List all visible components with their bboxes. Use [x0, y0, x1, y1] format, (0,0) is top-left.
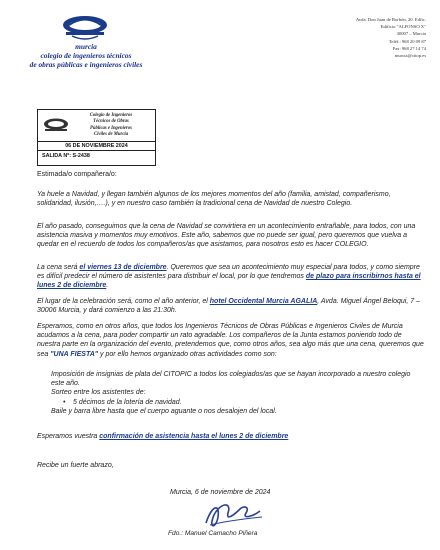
- activity-item: Baile y barra libre hasta que el cuerpo aguante o nos desalojen del local.: [51, 407, 277, 415]
- signer-name: Fdo.: Manuel Camacho Piñera: [168, 530, 258, 537]
- paragraph-2: [37, 222, 425, 250]
- divider: [38, 150, 155, 151]
- paragraph-text: El año pasado, conseguimos que la cena de Navidad se convirtiera en un acontecimiento entrañable, para todos, con una asistencia masiva y momentos muy emotivos. Este año, sabemos que no puede ser igual, pero queremos que vuelva a quedar en el recuerdo de todos los compañeros/as que asistamos, para nosotros esto es hacer COLEGIO.: [37, 223, 416, 249]
- paragraph-5: [37, 322, 425, 359]
- closing: Recibe un fuerte abrazo,: [37, 462, 114, 469]
- confirmation-highlight: confirmación de asistencia hasta el lunes 2 de diciembre: [99, 433, 289, 440]
- org-title-line1: colegio de ingenieros técnicos: [40, 51, 132, 60]
- venue-highlight: hotel Occidental Murcia AGALIA: [209, 298, 318, 305]
- text: La cena será: [37, 264, 80, 271]
- org-city: murcia: [75, 42, 97, 51]
- text: , Avda. Miguel Ángel Beloqui, 7 – 30006 Murcia, y dará comienzo a las 21:30h.: [37, 298, 420, 315]
- activity-item: Imposición de insignias de plata del CITOPIC a todos los colegiados/as que se hayan incorporado a nuestro colegio este año.: [51, 371, 411, 388]
- paragraph-text: Ya huele a Navidad, y llegan también algunos de los mejores momentos del año (familia, amistad, compañerismo, solidaridad, ilusión,….), y en nuestro caso también la tradicional cena de Navidad de nuestro Colegio.: [37, 191, 391, 208]
- address-line: 30007 – Murcia: [396, 31, 426, 37]
- paragraph-6: [37, 432, 425, 441]
- activities-list: [37, 370, 425, 416]
- organization-name: [0, 42, 172, 69]
- stamp-line: Colegio de Ingenieros: [89, 113, 133, 118]
- paragraph-1: [37, 190, 425, 208]
- address-line: Teléf.: 968 20 09 87: [388, 38, 426, 44]
- stamp-date: 06 DE NOVIEMBRE 2024: [65, 143, 128, 149]
- stamp-line: Civiles de Murcia: [93, 132, 129, 138]
- text: Esperamos vuestra: [37, 433, 100, 440]
- stamp-line: Públicas e Ingenieros: [90, 125, 132, 131]
- stamp-reference: SALIDA Nº: S-2438: [42, 153, 90, 159]
- place-and-date: Murcia, 6 de noviembre de 2024: [170, 489, 271, 496]
- event-date-highlight: el viernes 13 de diciembre: [79, 264, 167, 271]
- stamp-logo-icon: [42, 116, 70, 134]
- stamp-org-name: [68, 113, 154, 139]
- salutation: Estimada/o compañera/o:: [37, 171, 117, 178]
- address-block: [306, 16, 426, 59]
- lottery-item: • 5 décimos de la lotería de navidad.: [37, 398, 425, 407]
- address-line: murcia@citop.es: [394, 53, 426, 59]
- address-line: Fax: 968 27 14 74: [392, 45, 426, 51]
- stamp-line: Técnicos de Obras: [93, 119, 129, 125]
- fiesta-highlight: "UNA FIESTA": [50, 350, 99, 358]
- address-line: Avda. Don Juan de Borbón, 20. Edfic.: [355, 17, 426, 22]
- text: y por ello hemos organizado otras actividades como son:: [98, 350, 277, 358]
- deadline-highlight: de plazo para inscribirnos hasta el lunes 2 de diciembre: [37, 273, 421, 290]
- text: . Queremos que sea un acontecimiento muy especial para todos, y como siempre es difícil predecir el número de asistentes para distribuir el local, por lo que tendremos: [37, 264, 420, 281]
- text: Esperamos, como en otros años, que todos los Ingenieros Técnicos de Obras Públicas e Ingenieros Civiles de Murcia acudamos a la cena, para poder compartir un rato agradable. Los compañeros de la Junta estamos poniendo todo de nuestra parte en la organización del evento, pretendemos que, como otros años, sea algo más que una cena, queremos que sea: [37, 323, 424, 358]
- registry-stamp: [37, 109, 156, 166]
- college-logo: [60, 12, 110, 42]
- divider: [38, 141, 155, 142]
- handwritten-signature: [198, 495, 268, 535]
- address-line: Edificio "ALFONSO X": [380, 24, 426, 30]
- paragraph-4: [37, 297, 425, 315]
- org-title-line2: de obras públicas e ingenieros civiles: [29, 60, 143, 69]
- activity-item: Sorteo entre los asistentes de:: [51, 389, 146, 397]
- text: .: [106, 282, 109, 290]
- text: El lugar de la celebración será, como el año anterior, el: [37, 298, 210, 305]
- paragraph-3: [37, 263, 425, 291]
